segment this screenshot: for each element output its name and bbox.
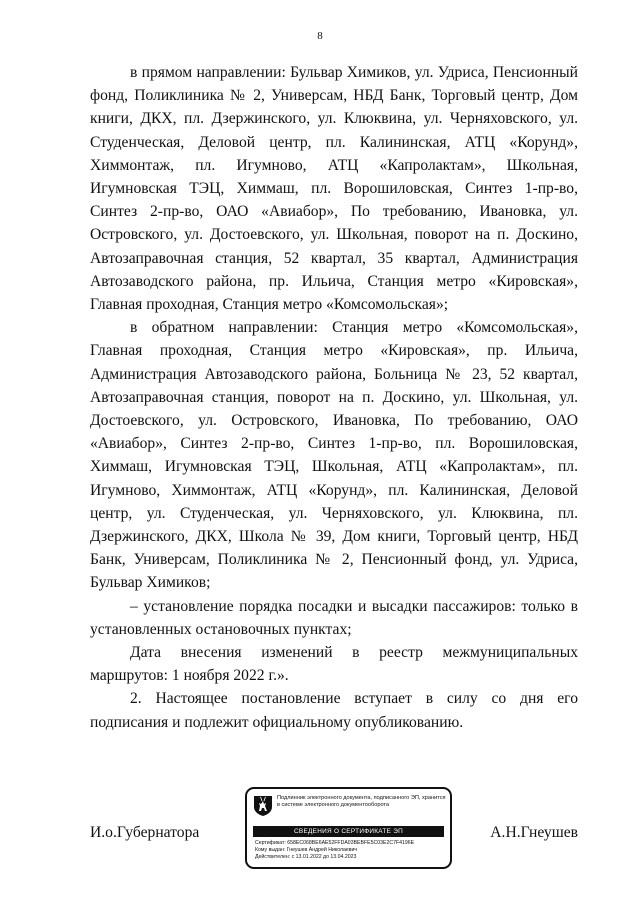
document-body (90, 61, 578, 734)
paragraph-boarding-order: – установление порядка посадки и высадки пассажиров: только в установленных остановочных пунктах; (90, 597, 578, 638)
stamp-details (255, 840, 447, 860)
paragraph-forward-route: в прямом направлении: Бульвар Химиков, ул. Удриса, Пенсионный фонд, Поликлиника № 2, Универсам, НБД Банк, Торговый центр, Дом книги, ДКХ, пл. Дзержинского, ул. Клюквина, ул. Черняховского, ул. Студенческая, Деловой центр, пл. Калининская, АТЦ «Корунд», Химмонтаж, пл. Игумново, АТЦ «Капролактам», Школьная, Игумновская ТЭЦ, Химмаш, пл. Ворошиловская, Синтез 1-пр-во, Синтез 2-пр-во, ОАО «Авиабор», По требованию, Ивановка, ул. Островского, ул. Достоевского, ул. Школьная, поворот на п. Доскино, Автозаправочная станция, 52 квартал, 35 квартал, Администрация Автозаводского района, пр. Ильича, Станция метро «Кировская», Главная проходная, Станция метро «Комсомольская»; (90, 64, 578, 314)
stamp-certificate: Сертификат: 658EC068BE6AE52FFDA03BEBFE5C03E2C7F4196E (255, 840, 415, 846)
stamp-owner: Кому выдан: Гнеушев Андрей Николаевич (255, 846, 358, 853)
paragraph-registry-date: Дата внесения изменений в реестр межмуниципальных маршрутов: 1 ноября 2022 г.». (90, 644, 578, 685)
stamp-band: СВЕДЕНИЯ О СЕРТИФИКАТЕ ЭП (253, 826, 444, 837)
electronic-signature-stamp (245, 787, 452, 869)
paragraph-effective-clause: 2. Настоящее постановление вступает в силу со дня его подписания и подлежит официальному опубликованию. (90, 690, 578, 731)
signer-name: А.Н.Гнеушев (490, 824, 578, 841)
deer-emblem-icon (253, 795, 273, 817)
signer-title: И.о.Губернатора (90, 824, 200, 841)
page-number: 8 (317, 30, 323, 42)
paragraph-return-route: в обратном направлении: Станция метро «Комсомольская», Главная проходная, Станция метро «Кировская», пр. Ильича, Администрация Автозаводского района, Больница № 23, 52 квартал, Автозаправочная станция, поворот на п. Доскино, ул. Школьная, ул. Достоевского, ул. Островского, Ивановка, По требованию, ОАО «Авиабор», Синтез 2-пр-во, Синтез 1-пр-во, пл. Ворошиловская, Химмаш, Игумновская ТЭЦ, Школьная, АТЦ «Капролактам», пл. Игумново, Химмонтаж, АТЦ «Корунд», пл. Калининская, Деловой центр, ул. Студенческая, ул. Черняховского, ул. Клюквина, пл. Дзержинского, ДКХ, Школа № 39, Дом книги, Торговый центр, НБД Банк, Универсам, Поликлиника № 2, Пенсионный фонд, ул. Удриса, Бульвар Химиков; (90, 319, 578, 592)
stamp-notice: Подлинник электронного документа, подписанного ЭП, хранится в системе электронного документооборота (277, 795, 446, 808)
stamp-validity: Действителен: с 13.01.2022 до 13.04.2023 (255, 853, 357, 860)
